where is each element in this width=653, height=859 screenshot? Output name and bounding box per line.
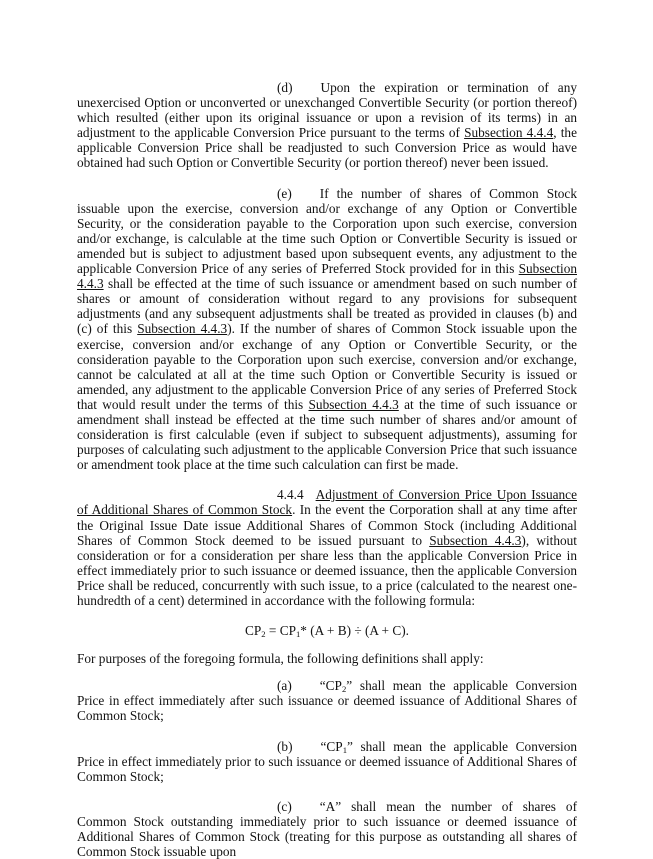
definitions-intro: For purposes of the foregoing formula, the following definitions shall apply: — [77, 651, 484, 667]
definition-b: (b) “$CP_1$” shall mean the applicable Conversion Price in effect immediately prior to such issuance or deemed issuance of Additional Shares of Common Stock; — [77, 738, 577, 784]
definition-a: (a) “$CP_2$” shall mean the applicable Conversion Price in effect immediately after such issuance or deemed issuance of Additional Shares of Common Stock; — [77, 678, 577, 724]
conversion-formula: $CP_2 = CP_1*$ (A + B) ÷ (A + C). — [244, 623, 410, 640]
section-4-4-4: 4.4.4 Adjustment of Conversion Price Upon Issuance of Additional Shares of Common Stock. In the event the Corporation shall at any time after the Original Issue Date issue Additional Shares of Common Stock (including Additional Shares of Common Stock deemed to be issued pursuant to Subsection 4.4.3), without consideration or for a consideration per share less than the applicable Conversion Price in effect immediately prior to such issuance or deemed issuance, then the applicable Conversion Price shall be reduced, concurrently with such issue, to a price (calculated to the nearest one-hundredth of a cent) determined in accordance with the following formula: — [77, 487, 578, 608]
clause-label: (a) — [277, 678, 292, 694]
document-page — [77, 80, 577, 859]
section-heading: Adjustment of Conversion Price Upon Issuance of Additional Shares of Common Stock — [77, 487, 577, 518]
clause-label: (b) — [277, 738, 293, 754]
subsection-reference: Subsection 4.4.3 — [77, 261, 577, 292]
subsection-reference: Subsection 4.4.3 — [429, 532, 522, 548]
subsection-reference: Subsection 4.4.4 — [464, 125, 554, 141]
clause-label: (c) — [277, 798, 292, 814]
subsection-reference: Subsection 4.4.3 — [308, 396, 399, 412]
paragraph-e: (e) If the number of shares of Common Stock issuable upon the exercise, conversion and/or exchange of any Option or Convertible Security, or the consideration payable to the Corporation upon such exercise, conversion and/or exchange, is calculable at the time such Option or Convertible Security is issued or amended but is subject to adjustment based upon subsequent events, any adjustment to the applicable Conversion Price of any series of Preferred Stock provided for in this Subsection 4.4.3 shall be effected at the time of such issuance or amendment based on such number of shares or amount of consideration without regard to any provisions for subsequent adjustments (and any subsequent adjustments shall be treated as provided in clauses (b) and (c) of this Subsection 4.4.3). If the number of shares of Common Stock issuable upon the exercise, conversion and/or exchange of any Option or Convertible Security, or the consideration payable to the Corporation upon such exercise, conversion and/or exchange, cannot be calculated at all at the time such Option or Convertible Security is issued or amended, any adjustment to the applicable Conversion Price of any series of Preferred Stock that would result under the terms of this Subsection 4.4.3 at the time of such issuance or amendment shall instead be effected at the time such number of shares and/or amount of consideration is first calculable (even if subject to subsequent adjustments), assuming for purposes of calculating such adjustment to the applicable Conversion Price that such issuance or amendment took place at the time such calculation can first be made. — [77, 185, 577, 473]
section-number: 4.4.4 — [277, 487, 304, 503]
definition-c: (c) “A” shall mean the number of shares of Common Stock outstanding immediately prior to such issuance or deemed issuance of Additional Shares of Common Stock (treating for this purpose as outstanding all shares of Common Stock issuable upon — [77, 798, 577, 859]
clause-label: (e) — [277, 185, 292, 201]
subsection-reference: Subsection 4.4.3 — [137, 321, 228, 337]
paragraph-d: (d) Upon the expiration or termination of any unexercised Option or unconverted or unexchanged Convertible Security (or portion thereof) which resulted (either upon its original issuance or upon a revision of its terms) in an adjustment to the applicable Conversion Price pursuant to the terms of Subsection 4.4.4, the applicable Conversion Price shall be readjusted to such Conversion Price as would have obtained had such Option or Convertible Security (or portion thereof) never been issued. — [77, 80, 577, 171]
clause-label: (d) — [277, 80, 293, 95]
